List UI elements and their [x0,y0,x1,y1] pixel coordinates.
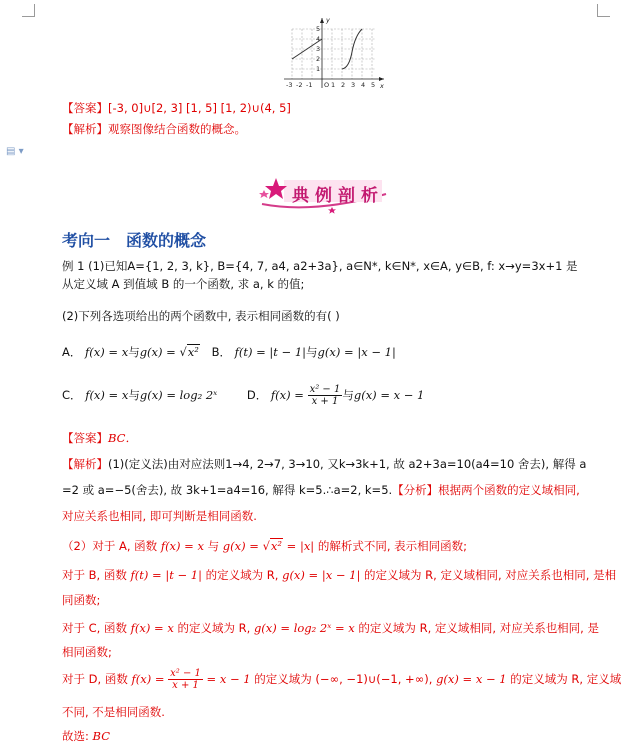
answer-tag: 【答案】 [62,101,108,115]
analysis2-fenxi: 【分析】根据两个函数的定义域相同, [392,483,580,497]
option-a-mid: 与 [128,345,140,359]
origin-label: O [324,81,330,89]
option-c-mid: 与 [128,388,140,402]
answer2-text: BC． [108,431,137,445]
option-c-g: g(x) = log₂ 2ˣ [139,388,218,402]
x-tick: -1 [306,81,313,89]
analysis-line [62,121,246,137]
option-a-f: f(x) = x [85,345,129,359]
q2-a-mid: 与 [203,539,223,553]
y-axis-label: y [326,16,330,24]
function-graph [278,14,390,94]
option-b-label: B． [211,345,231,359]
analysis2-q2-b-cont: 同函数; [62,593,101,607]
analysis2-q2-b [62,567,616,583]
example-line-1: 例 1 (1)已知A={1, 2, 3, k}, B={4, 7, a4, a2+3a}, a∈N*, k∈N*, x∈A, y∈B, f: x→y=3x+1 是 [62,259,578,273]
option-c-label: C． [62,388,82,402]
q2-d-numerator: x² − 1 [170,668,201,679]
analysis2-q2-d-cont: 不同, 不是相同函数. [62,705,165,719]
q2-d-mid: 的定义域为 (−∞, −1)∪(−1, +∞), [250,672,437,686]
option-d-label: D． [246,388,268,402]
star-icon [328,207,336,214]
option-d-g: g(x) = x − 1 [353,388,425,402]
analysis2-q2-d [62,668,621,691]
analysis2-tag: 【解析】 [62,457,108,471]
q2-a-pre: （2）对于 A, 函数 [62,539,161,553]
q2-b-f: f(t) = |t − 1| [130,568,202,582]
answer-line [62,100,291,116]
option-d-numerator: x² − 1 [309,384,341,395]
q2-c-g: g(x) = log₂ 2ˣ = x [253,621,355,635]
option-d-fraction [308,384,343,407]
analysis2-line-2 [62,482,580,498]
star-icon [265,178,287,199]
section-heading [62,228,206,251]
x-tick: 3 [351,81,356,89]
q2-c-mid: 的定义域为 R, [173,621,254,635]
q2-c-post: 的定义域为 R, 定义域相同, 对应关系也相同, 是 [354,621,599,635]
analysis-tag: 【解析】 [62,122,108,136]
x-tick: 5 [371,81,376,89]
option-a-g: g(x) = [139,345,180,359]
graph-grid [292,29,376,79]
x-tick: -3 [286,81,293,89]
option-a-b: A． f(x) = x与g(x) = √x² B． f(t) = |t − 1|与g(x) = |x − 1| [62,345,396,359]
q2-b-post: 的定义域为 R, 定义域相同, 对应关系也相同, 是相 [360,568,617,582]
option-b-g: g(x) = |x − 1| [317,345,396,359]
x-tick: 4 [361,81,366,89]
q2-a-f: f(x) = x [160,539,204,553]
analysis2-q2-a: （2）对于 A, 函数 f(x) = x 与 g(x) = √x² = |x| 的解析式不同, 表示相同函数; [62,539,468,553]
option-b-f: f(t) = |t − 1| [234,345,307,359]
analysis2-p1: (1)(定义法)由对应法则1→4, 2→7, 3→10, 又k→3k+1, 故 a2+3a=10(a4=10 舍去), 解得 a [108,457,587,471]
q2-b-pre: 对于 B, 函数 [62,568,131,582]
y-tick: 2 [316,55,321,63]
analysis-text: 观察图像结合函数的概念。 [108,122,246,136]
y-tick: 4 [316,35,321,43]
banner-title: 典例剖析 [292,186,384,206]
q2-d-f: f(x) = [131,672,169,686]
x-tick: 1 [331,81,336,89]
section-name: 考向一 [62,231,111,250]
q2-d-g: g(x) = x − 1 [436,672,507,686]
q2-d-post: 的定义域为 R, 定义域 [506,672,622,686]
q2-d-pre: 对于 D, 函数 [62,672,132,686]
q2-b-g: g(x) = |x − 1| [282,568,361,582]
analysis2-p2: =2 或 a=−5(舍去), 故 3k+1=a4=16, 解得 k=5.∴a=2, k=5. [62,483,393,497]
q2-a-radicand: x² [270,539,282,553]
option-d-f: f(x) = [270,388,308,402]
q2-c-f: f(x) = x [130,621,174,635]
x-tick: -2 [296,81,303,89]
q2-d-fraction [168,668,203,691]
y-tick: 1 [316,65,321,73]
answer2-tag: 【答案】 [62,431,108,445]
crop-mark-left [22,4,35,17]
example-line-2: 从定义域 A 到值域 B 的一个函数, 求 a, k 的值; [62,277,305,291]
option-c-d [62,384,424,407]
q2-a-g: g(x) = [222,539,263,553]
crop-mark-right [597,4,610,17]
answer2-line [62,430,137,446]
star-icon [259,190,269,198]
q2-b-mid: 的定义域为 R, [201,568,283,582]
analysis2-q2-c-cont: 相同函数; [62,645,112,659]
q2-a-abs: = |x| [283,539,315,553]
option-d-mid: 与 [342,388,354,402]
final-label: 故选: [62,729,93,743]
example-line-3: (2)下列各选项给出的两个函数中, 表示相同函数的有( ) [62,309,340,323]
option-c-f: f(x) = x [85,388,129,402]
q2-c-pre: 对于 C, 函数 [62,621,131,635]
answer-text: [-3, 0]∪[2, 3] [1, 5] [1, 2)∪(4, 5] [108,101,291,115]
option-a-radicand: x² [187,345,199,359]
y-tick: 5 [316,25,321,33]
analysis2-q2-c [62,620,599,636]
q2-d-eq: = x − 1 [202,672,251,686]
margin-paragraph-icon[interactable]: ▤ ▾ [6,146,24,157]
q2-a-post: 的解析式不同, 表示相同函数; [314,539,468,553]
option-d-denominator: x + 1 [311,396,339,407]
option-b-mid: 与 [306,345,318,359]
x-tick: 2 [341,81,346,89]
analysis2-line-1 [62,456,586,472]
section-topic: 函数的概念 [126,231,207,250]
final-value: BC [92,729,110,743]
x-axis-label: x [380,82,384,90]
analysis2-line-3: 对应关系也相同, 即可判断是相同函数. [62,509,257,523]
option-a-label: A． [62,345,82,359]
y-tick: 3 [316,45,321,53]
q2-d-denominator: x + 1 [172,680,199,691]
